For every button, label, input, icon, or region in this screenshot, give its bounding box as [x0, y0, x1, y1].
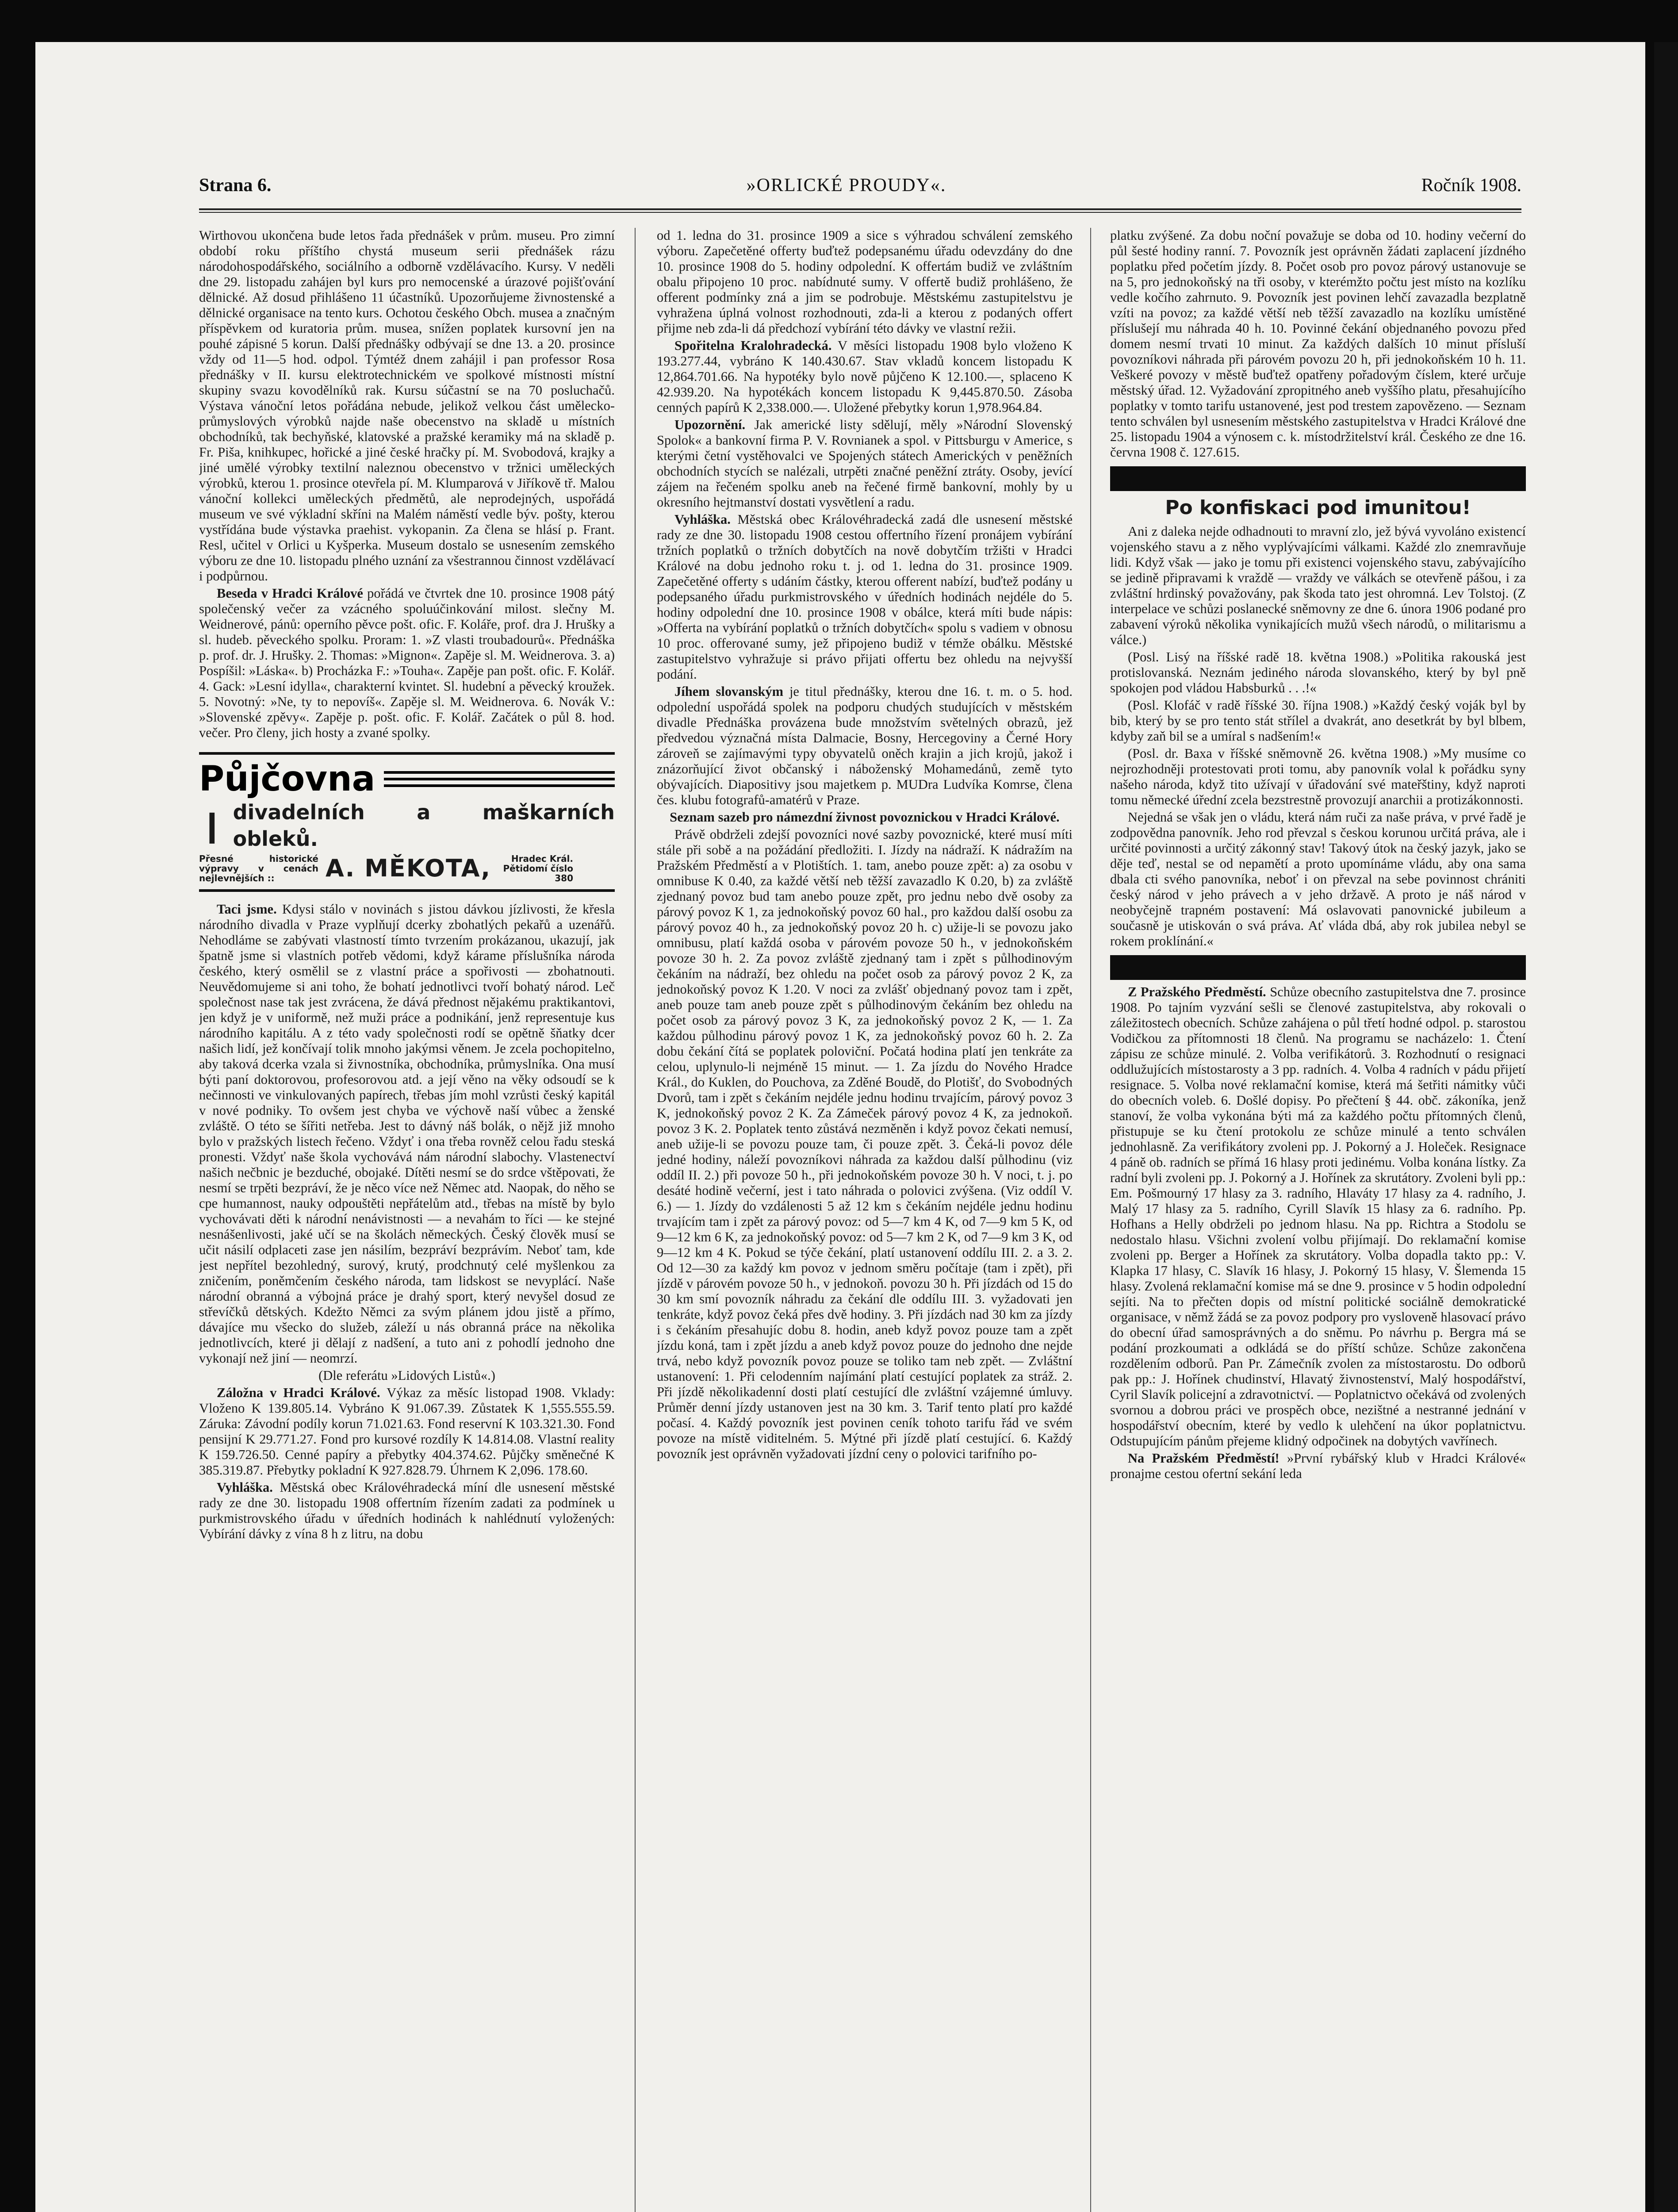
- article-headline: Po konfiskaci pod imunitou!: [1165, 496, 1471, 519]
- article-heading: Seznam sazeb pro námezdní živnost povoznickou v Hradci Králové.: [670, 810, 1060, 825]
- article-heading: Vyhláška.: [217, 1480, 273, 1495]
- article-body: Kdysi stálo v novinách s jistou dávkou jízlivosti, že křesla národního divadla v Praze vyplňují dcerky zbohatlých pekařů a uzenářů. Nehodláme se zabývati vlastností tímto tvrzením prokázanou, ukazují, jak špatně jsme si vlastních potřeb vědomi, když kárame příslušníka národa českého, který osmělil se z vlastní práce a spořivosti — zbohatnouti. Neuvědomujeme si ani toho, že bohatí jednotlivci tvoří bohatý národ. Leč společnost nase tak jest zvrácena, že dává přednost nějakému praktikantovi, jen když je v uniformě, než muži práce a podnikání, jenž representuje kus národního kapitálu. A z této vady společnosti rodí se opětně šňatky dcer našich lidí, jež končívají tolik mnoho jakýmsi věnem. Je zcela pochopitelno, aby taková dcerka vzala si živnostníka, obchodníka, průmyslníka. Ona musí býti paní doktorovou, profesorovou atd. a její věno na věky odsoudí se k nečinnosti ve vinkulovaných papírech, třebas jím mohl vzrůsti český kapitál v nové podniky. To ovšem jest chyba ve výchově naší vůbec a ženské zvláště. O této se šířiti netřeba. Jest to dávný náš bolák, o nějž již mnoho bylo v pražských listech řečeno. Vždyť i ona třeba rovněž celou řadu steská pronesti. Vždyť naše škola vychovává nám národní slabochy. Vlastenectví našich nečbnic je bezduché, obojaké. Dítěti nesmí se do srdce vštěpovati, že nesmí se trpěti bezpráví, že je něco více než Němec atd. Naopak, do něho se cpe humannost, nauky odpouštěti nepřátelům atd., třebas na místě by bylo vychovávati děti k národní nenávistnosti — a nevahám to říci — ke stejné nesnášenlivosti, jaké učí se na školách německých. Český člověk musí se učit násilí odplaceti zase jen násilím, bezpráví bezprávím. Neboť tam, kde jest nepřítel bezohledný, surový, krutý, prodchnutý celé myšlenkou za zničením, poněmčením českého národa, tam lidskost se nevyplácí. Naše národní obranná a výbojná práce je drahý sport, který nevyšel dosud ze střevíčků dětských. Kdežto Němci za svým plánem jdou jistě a přímo, dávajíce mu všecko do služeb, záleží u nás obranná práce na několika jednotlivcích, které ji dělají z nadšení, a tuto ani z pohodlí jednoho dne vykonají než jiní — neomrzí.: [199, 902, 615, 1366]
- censorship-bar: [1110, 466, 1526, 491]
- article-body: Městská obec Královéhradecká míní dle usnesení městské rady ze dne 30. listopadu 1908 offertním řízením zadati za podmínek u purkmistrovského úřadu v úředních hodinách k nahlédnutí vyložených: Vybírání dávky z vína 8 h z litru, na dobu: [199, 1480, 615, 1541]
- article-body: »První rybářský klub v Hradci Králové« pronajme cestou ofertní sekání leda: [1110, 1451, 1526, 1481]
- article-konfiskace: Ani z daleka nejde odhadnouti to mravní zlo, jež bývá vyvoláno existencí vojenského stavu a z něho vyplývajícími válkami. Každé zlo znemravňuje lidi. Když však — jako je tomu při existenci vojenského stavu, zabývajícího se jedině připravami k vraždě — vraždy ve válkách se otevřeně pášou, i za zvláštní hrdinský považovány, pak škoda tato jest ohromná. Lev Tolstoj. (Z interpelace ve schůzi poslanecké sněmovny ze dne 6. února 1906 podané pro zabavení výroků několika vynikajících mužů všech národů, o militarismu a válce.): [1110, 524, 1526, 647]
- quote-lisy: (Posl. Lisý na říšské radě 18. května 1908.) »Politika rakouská jest protislovanská. Neznám jediného národa slovanského, který by byl pně spokojen pod vládou Habsburků . . .!«: [1110, 649, 1526, 695]
- column-divider: [1090, 228, 1091, 2212]
- article-body: Městská obec Královéhradecká zadá dle usnesení městské rady ze dne 30. listopadu 1908 cestou offertního řízení pronájem vybírání tržních poplatků o tržních dobytčích na nově dobytčím tržišti v Hradci Králové na dobu jednoho roku t. j. od 1. ledna do 31. prosince 1909. Zapečetěné offerty s udáním částky, kterou offerent nabízí, buďtež podány u podepsaného úřadu purkmistrovského v úředních hodinách nejdéle do 5. hodiny odpolední dne 10. prosince 1908 v obálce, která míti bude nápis: »Offerta na vybírání poplatků o tržních dobytčích« spolu s vadiem v obnosu 10 proc. offerované sumy, jež připojeno budiž v témže obálku. Městské zastupitelstvo vyhražuje si právo přijati offertu bez ohledu na nejvyšší podání.: [657, 512, 1073, 682]
- article-prazske-predmesti: [1110, 984, 1526, 1449]
- article-vyhlaska-cont: od 1. ledna do 31. prosince 1909 a sice s výhradou schválení zemského výboru. Zapečetěné offerty buďtež podepsanému úřadu odevzdány do dne 10. prosince 1908 do 5. hodiny odpolední. K offertám budiž ve zvláštním obalu připojeno 10 proc. nabídnuté sumy. V offertě budiž prohlášeno, že offerent podmínky zná a jim se podrobuje. Městskému zastupitelstvu je vyhražena úplná volnost rozhodnouti, zda-li a kterou z podaných offert přijme neb zda-li dá předchozí vybírání této dávky ve vlastní režii.: [657, 228, 1073, 336]
- article-zalozna: [199, 1385, 615, 1478]
- quote-baxa-cont: Nejedná se však jen o vládu, která nám ruči za naše práva, v prvé řadě je zodpovědna panovník. Jeho rod převzal s českou korunou určitá práva, ale i určité povinnosti a určitý zákonný stav! Takový útok na český jazyk, jako se děje teď, nestal se od nepamětí a proto upomínáme vládu, aby ona sama dbala cti svého panovníka, neboť i on převzal na sebe povinnost chrániti český národ v jeho právech a v jeho državě. A proto je náš národ v neobyčejně trapném postavení: Má oslavovati panovnické jubileum a současně je utiskován o svá práva. Ať vláda dbá, aby rok jubilea nebyl se rokem proklínání.«: [1110, 810, 1526, 949]
- page-header: [199, 175, 1521, 206]
- advertisement-pujcovna: [199, 752, 615, 892]
- quote-baxa: (Posl. dr. Baxa v říšské sněmovně 26. května 1908.) »My musíme co nejrozhodněji protestovati proti tomu, aby panovník volal k pořádku syny našeho národa, když tito užívají v úřadování své mateřštiny, když naproti tomu německé úřední zcela bezstrestně provozují anarchii a protizákonnosti.: [1110, 746, 1526, 807]
- ad-title: Půjčovna: [199, 759, 375, 799]
- quote-klofac: (Posl. Klofáč v radě říšské 30. října 1908.) »Každý český voják byl by bib, který by se pro tento stát střílel a dvakrát, ano desetkrát by byl blbem, kdyby zaň bil se a umíral s nadšením!«: [1110, 698, 1526, 744]
- article-body: je titul přednášky, kterou dne 16. t. m. o 5. hod. odpolední uspořádá spolek na podporu chudých studujících v městském divadle Přednáška provázena bude množstvím světelných obrazů, jež předvedou význačná místa Dalmacie, Bosny, Hercegoviny a Černé Hory zároveň se zajímavými typy obyvatelů oněch krajin a jich krojů, jakož i znázorňující život občanský i náboženský Mohamedánů, země tyto obývajících. Diapositivy jsou majetkem p. MUDra Ludvíka Komrse, člena čes. klubu fotografů-amatérů v Praze.: [657, 684, 1073, 807]
- article-vyhlaska: [199, 1480, 615, 1542]
- article-beseda: [199, 586, 615, 741]
- article-heading: Vyhláška.: [674, 512, 731, 527]
- header-rule-thin: [199, 212, 1521, 213]
- article-museum: Wirthovou ukončena bude letos řada přednášek v prům. museu. Pro zimní období roku příštího chystá museum serii přednášek rázu národohospodářského, sociálního a odborně vzdělávacího. Kursy. V neděli dne 29. listopadu zahájen byl kurs pro nemocenské a úrazové pojišťování dělnické. Až dosud přihlášeno 11 účastníků. Upozorňujeme živnostenské a dělnické organisace na tento kurs. Ochotou českého Obch. musea a značným příspěvkem od kuratoria prům. musea, snížen poplatek kursovní jen na pouhé zápisné 5 korun. Další přednášky odbývají se dne 13. a 20. prosince vždy od 11—5 hod. odpol. Týmtéž dnem zahájil i pan professor Rosa přednášky v II. kursu elektrotechnickém ve spolkové místnosti místní skupiny svazu kovodělníků rak. Kursu súčastní se na 70 posluchačů. Výstava vánoční letos pořádána nebude, jelikož velkou část umělecko-průmyslových výrobků najde naše obecenstvo na skladě u místních obchodníků, tak bechyňské, klatovské a pražské keramiky má na skladě p. Fr. Piša, knihkupec, hořické a jiné české hračky pí. M. Svobodová, krajky a jiné umělé výrobky textilní naleznou obecenstvo v tržnici uměleckých výrobků, kterou 1. prosince otevřela pí. M. Klumparová v Jiříkově tř. Malou vánoční kollekci uměleckých předmětů, ale neprodejných, uspořádá museum ve své výkladní skříni na Malém náměstí vedle býv. pošty, kterou vystřídána bude výstavka praehist. vykopanin. Za člena se hlásí p. Frant. Resl, učitel v Orlici u Kyšperka. Museum dostalo se usnesením zemského výboru ze dne 10. listopadu plného uznání za všestrannou činnost vzdělávací i podpůrnou.: [199, 228, 615, 584]
- article-heading: Upozornění.: [674, 417, 746, 432]
- article-heading: Beseda v Hradci Králové: [217, 586, 363, 601]
- article-citation: (Dle referátu »Lidových Listů«.): [318, 1368, 495, 1383]
- article-sporitelna: [657, 338, 1073, 415]
- article-heading-sazby: [657, 810, 1073, 825]
- column-divider: [635, 228, 636, 2212]
- column-3: [1110, 228, 1526, 2212]
- newspaper-title: »ORLICKÉ PROUDY«.: [746, 175, 946, 196]
- header-rule: [199, 208, 1521, 210]
- article-heading: Záložna v Hradci Králové.: [217, 1385, 380, 1400]
- article-heading: Spořitelna Kralohradecká.: [674, 338, 832, 353]
- article-vyhlaska-2: [657, 512, 1073, 682]
- article-taci-jsme: [199, 902, 615, 1366]
- ad-decorative-bars: [384, 767, 615, 791]
- ad-detail-right: Hradec Král. Pětidomí číslo 380: [503, 853, 574, 883]
- article-sazby-cont: platku zvýšené. Za dobu noční považuje se doba od 10. hodiny večerní do půl šesté hodiny ranní. 7. Povozník jest oprávněn žádati zaplacení jízdného poplatku před početím jízdy. 8. Počet osob pro povoz párový ustanovuje se na 5, pro jednokoňský na tři osoby, v kterémžto počtu jest místo na kozlíku vedle kočího zahrnuto. 9. Povozník jest povinen lehčí zavazadla bezplatně vzíti na povoz; za každé větší neb těžší zavazadlo na kozlíku umístěné příslušejí mu náhrada 40 h. 10. Povinné čekání objednaného povozu před domem nesmí trvati 10 minut. Za každých dalších 10 minut přísluší povozníkovi náhrada při párovém povozu 20 h, při jednokoňském 10 h. 11. Veškeré povozy v městě buďtež opatřeny pořadovým číslem, které určuje městský úřad. 12. Vyžadování zpropitného aneb vyššího platu, přesahujícího poplatky v tomto tarifu ustanovené, jest pod trestem zapovězeno. — Seznam tento schválen byl usnesením městského zastupitelstva v Hradci Králové dne 25. listopadu 1904 a výnosem c. k. místodržitelství král. Českého ze dne 16. června 1908 č. 127.615.: [1110, 228, 1526, 460]
- article-jihem-slovanskym: [657, 684, 1073, 808]
- newspaper-page: [35, 42, 1645, 2212]
- article-heading: Jíhem slovanským: [674, 684, 784, 699]
- censorship-bar: [1110, 955, 1526, 980]
- article-heading: Z Pražského Předměstí.: [1128, 984, 1266, 999]
- page-number: Strana 6.: [199, 175, 272, 196]
- article-body: Výkaz za měsíc listopad 1908. Vklady: Vloženo K 139.805.14. Vybráno K 91.067.39. Zůstatek K 1,555.555.59. Záruka: Závodní podíly korun 71.021.63. Fond reservní K 103.321.30. Fond pensijní K 29.771.27. Fond pro kursové rozdíly K 14.814.08. Vlastní reality K 159.726.50. Cenné papíry a přebytky 404.374.62. Půjčky směnečné K 385.319.87. Přebytky pokladní K 927.828.79. Úhrnem K 2,096. 178.60.: [199, 1385, 615, 1478]
- article-body: Jak americké listy sdělují, měly »Národní Slovenský Spolok« a bankovní firma P. V. Rovnianek a spol. v Pittsburgu v Americe, s kterými četní vystěhovalci ve Spojených státech Amerických v peněžních obchodních stycích se nalézali, utrpěti značné peněžní ztráty. Osoby, jevící zájem na řečeném spolku aneb na řečené firmě bankovní, mohly by u okresního hejtmanství dostati vysvětlení a radu.: [657, 417, 1073, 510]
- binding-edge: [1654, 42, 1678, 2212]
- volume-year: Ročník 1908.: [1421, 175, 1521, 196]
- article-upozorneni: [657, 417, 1073, 510]
- article-body: V měsíci listopadu 1908 bylo vloženo K 193.277.44, vybráno K 140.430.67. Stav vkladů koncem listopadu K 12,864.701.66. Na hypotéky bylo nově půjčeno K 12.100.—, splaceno K 42.939.20. Na hypotékách koncem listopadu K 9,445.870.50. Zásoba cenných papírů K 2,338.000.—. Uložené přebytky korun 1,978.964.84.: [657, 338, 1073, 415]
- ad-proprietor: A. MĚKOTA,: [326, 854, 491, 882]
- ad-detail-left: Přesné historické výpravy v cenách nejlevnějších ::: [199, 853, 318, 883]
- article-heading: Na Pražském Předměstí!: [1128, 1451, 1280, 1466]
- article-body: Schůze obecního zastupitelstva dne 7. prosince 1908. Po tajním vyzvání sešli se členové zastupitelstva, aby rokovali o záležitostech obecních. Schůze zahájena o půl třetí hodné odpol. p. starostou Vodičkou za přítomnosti 18 členů. Na programu se nacházelo: 1. Čtení zápisu ze schůze minulé. 2. Volba verifikátorů. 3. Rozhodnutí o resignaci oddlužujících místostarosty a 3 pp. radních. 4. Volba 4 radních v pádu přijetí resignace. 5. Volba nové reklamační komise, která má šetřiti námitky vůči do obecních voleb. 6. Došlé dopisy. Po přečtení § 44. obč. zákoníka, jenž stanoví, že volba vykonána býti má za každého počtu přítomných členů, přistupuje se ku čtení protokolu ze schůze minulé a tento schválen jednohlasně. Za verifikátory zvoleni pp. J. Pokorný a J. Holeček. Resignace 4 páně ob. radních se přímá 16 hlasy proti jedinému. Volba konána lístky. Za radní byli zvoleni pp. J. Pokorný a J. Hořínek za skrutátory. Zvoleni byli pp.: Em. Pošmourný 17 hlasy za 3. radního, Hlaváty 17 hlasy za 4. radního, J. Malý 17 hlasy za 5. radního, Cyrill Slavík 15 hlasy za 6. radního. Pp. Hofhans a Helly obdrželi po jednom hlasu. Na pp. Richtra a Stodolu se nedostalo hlasu. Všichni zvolení volbu přijímají. Do reklamační komise zvoleni pp. Berger a Hořínek za skrutátory. Volba dopadla takto pp.: V. Klapka 17 hlasy, C. Slavík 16 hlasy, J. Pokorný 15 hlasy, V. Šlemenda 15 hlasy. Zvolená reklamační komise má se dne 9. prosince v 5 hodin odpolední sejíti. Na to přečten dopis od místní politické sociálně demokratické organisace, v němž žádá se za povoz podpory pro vysloveně hlasovací právo do obecní úřad samosprávných a do sněmu. Po návrhu p. Bergra má se podání prozkoumati a odkládá se do příští schůze. Schůze zakončena rozdělením odborů. Pan Pr. Zámečník zvolen za místostarostu. Do odborů pak pp.: J. Hořínek chudinství, Hlavatý živnostenství, Malý hospodářství, Cyril Slavík policejní a zdravotnictví. — Poplatnictvo očekává od zvolených svornou a dobrou práci ve prospěch obce, nezištné a nestranné jednání v hospodářství obecním, které by vedlo k ulehčení na úkor poplatnictvu. Odstupujícím pánům přejeme klidný odpočinek na dobytých vavřínech.: [1110, 984, 1526, 1448]
- ad-subtitle: divadelních a maškarních obleků.: [233, 800, 615, 851]
- exclamation-icon: ❙: [199, 807, 225, 844]
- article-sazby: Právě obdrželi zdejší povozníci nové sazby povoznické, které musí míti stále při sobě a na požádání předložiti. I. Jízdy na nádraží. K nádražím na Pražském Předměstí a v Plotištích. 1. tam, anebo pouze zpět: a) za osobu v omnibuse K 0.40, za každé větší neb těžší zavazadlo K 0.20, b) za zvláště zjednaný povoz bud tam anebo pouze zpět, pro jednu nebo dvě osoby za párový povoz K 1, za jednokoňský povoz 60 hal., pro každou další osobu za párový povoz 40 h., za jednokoňský povoz 20 h. c) užije-li se povozu jako omnibusu, platí každá osoba v párovém povoze 50 h., v jednokoňském povoze 30 h. 2. Za povoz zvláště zjednaný tam i zpět s půlhodinovým čekáním na nádraží, bez ohledu na počet osob za párový povoz 2 K, za jednokoňský povoz K 1.20. V noci za zvlášť objednaný povoz tam i zpět, aneb pouze tam aneb pouze zpět s půlhodinovým čekáním bez ohledu na počet osob za párový povoz 3 K, za jednokoňský povoz 2 K, — 1. Za každou půlhodinu párový povoz 1 K, za jednokoňský povoz 60 h. 2. Za dobu čekání čítá se poplatek poloviční. Počatá hodina platí jen tenkráte za celou, uplynulo-li nejméně 15 minut. — 1. Za jízdu do Nového Hradce Král., do Kuklen, do Pouchova, za Zděné Boudě, do Plotišť, do Svobodných Dvorů, tam i zpět s čekáním nejdéle jednu hodinu trvajícím, párový povoz 3 K, jednokoňský povoz 2 K. Za Zámeček párový povoz 4 K, za jednokoň. povoz 3 K. 2. Poplatek tento zůstává nezměněn i když povoz čekati nemusí, aneb užije-li se povozu pouze tam, či pouze zpět. 3. Čeká-li povoz déle jedné hodiny, náleží povozníkovi náhrada za každou další půlhodinu (viz oddíl II. 2.) při povoze 50 h., při jednokoňském povoze 30 h. V noci, t. j. po desáté hodině večerní, jest i tato náhrada o polovici zvýšena. (Viz oddíl V. 6.) — 1. Jízdy do vzdálenosti 5 až 12 km s čekáním nejdéle jednu hodinu trvajícím tam i zpět za párový povoz: od 5—7 km 4 K, od 7—9 km 5 K, od 9—12 km 6 K, za jednokoňský povoz: od 5—7 km 2 K, od 7—9 km 3 K, od 9—12 km 4 K. Pokud se týče čekání, platí ustanovení oddílu III. 2. a 3. 2. Od 12—30 za každý km povoz v jednom směru počítaje (tam i zpět), při jízdě v párovém povoze 50 h., v jednokoň. povozu 30 h. Při jízdách od 15 do 30 km smí povozník náhradu za čekání dle oddílu III. 3. vyžadovati jen tenkráte, když povoz čeká přes dvě hodiny. 3. Při jízdách nad 30 km za jízdy i s čekáním přesahujíc dobu 8. hodin, aneb když povoz pouze tam a zpět jízdu koná, tam i zpět jízdu a aneb když povoz pouze do jednoho dne nejde trvá, nebo když povozník povoz pouze se toliko tam neb zpět. — Zvláštní ustanovení: 1. Při celodenním najímání platí cestující poplatek za stráž. 2. Při jízdě několikadenní dosti platí cestující dle zvláštní vzájemné úmluvy. Průměr denní jízdy ustanoven jest na 30 km. 3. Tarif tento platí pro každé počasí. 4. Každý povozník jest povinen ceník tohoto tarifu řád ve svém povoze na místě viditelném. 5. Mýtné při jízdě platí cestující. 6. Každý povozník jest oprávněn vyžadovati jízdní ceny o polovici tarifního po-: [657, 827, 1073, 1461]
- article-heading: Taci jsme.: [217, 902, 277, 917]
- article-body: pořádá ve čtvrtek dne 10. prosince 1908 pátý společenský večer za vzácného spoluúčinkování milost. slečny M. Weidnerové, pánů: operního pěvce pošt. ofic. F. Koláře, prof. dra J. Hrušky a sl. hudeb. pěveckého spolku. Proram: 1. »Z vlasti troubadourů«. Přednáška p. prof. dr. J. Hrušky. 2. Thomas: »Mignon«. Zapěje sl. M. Weidnerova. 3. a) Pospíšil: »Láska«. b) Procházka F.: »Touha«. Zapěje pan pošt. ofic. F. Kolář. 4. Gack: »Lesní idylla«, charakterní kvintet. Sl. hudební a pěvecký kroužek. 5. Novotný: »Ne, ty to nepovíš«. Zapěje sl. M. Weidnerova. 6. Novák V.: »Slovenské zpěvy«. Zapěje p. pošt. ofic. F. Kolář. Začátek o půl 8. hod. večer. Pro členy, jich hosty a zvané spolky.: [199, 586, 615, 740]
- column-1: [199, 228, 615, 2212]
- column-2: [657, 228, 1073, 2212]
- article-rybarsky-klub: [1110, 1451, 1526, 1482]
